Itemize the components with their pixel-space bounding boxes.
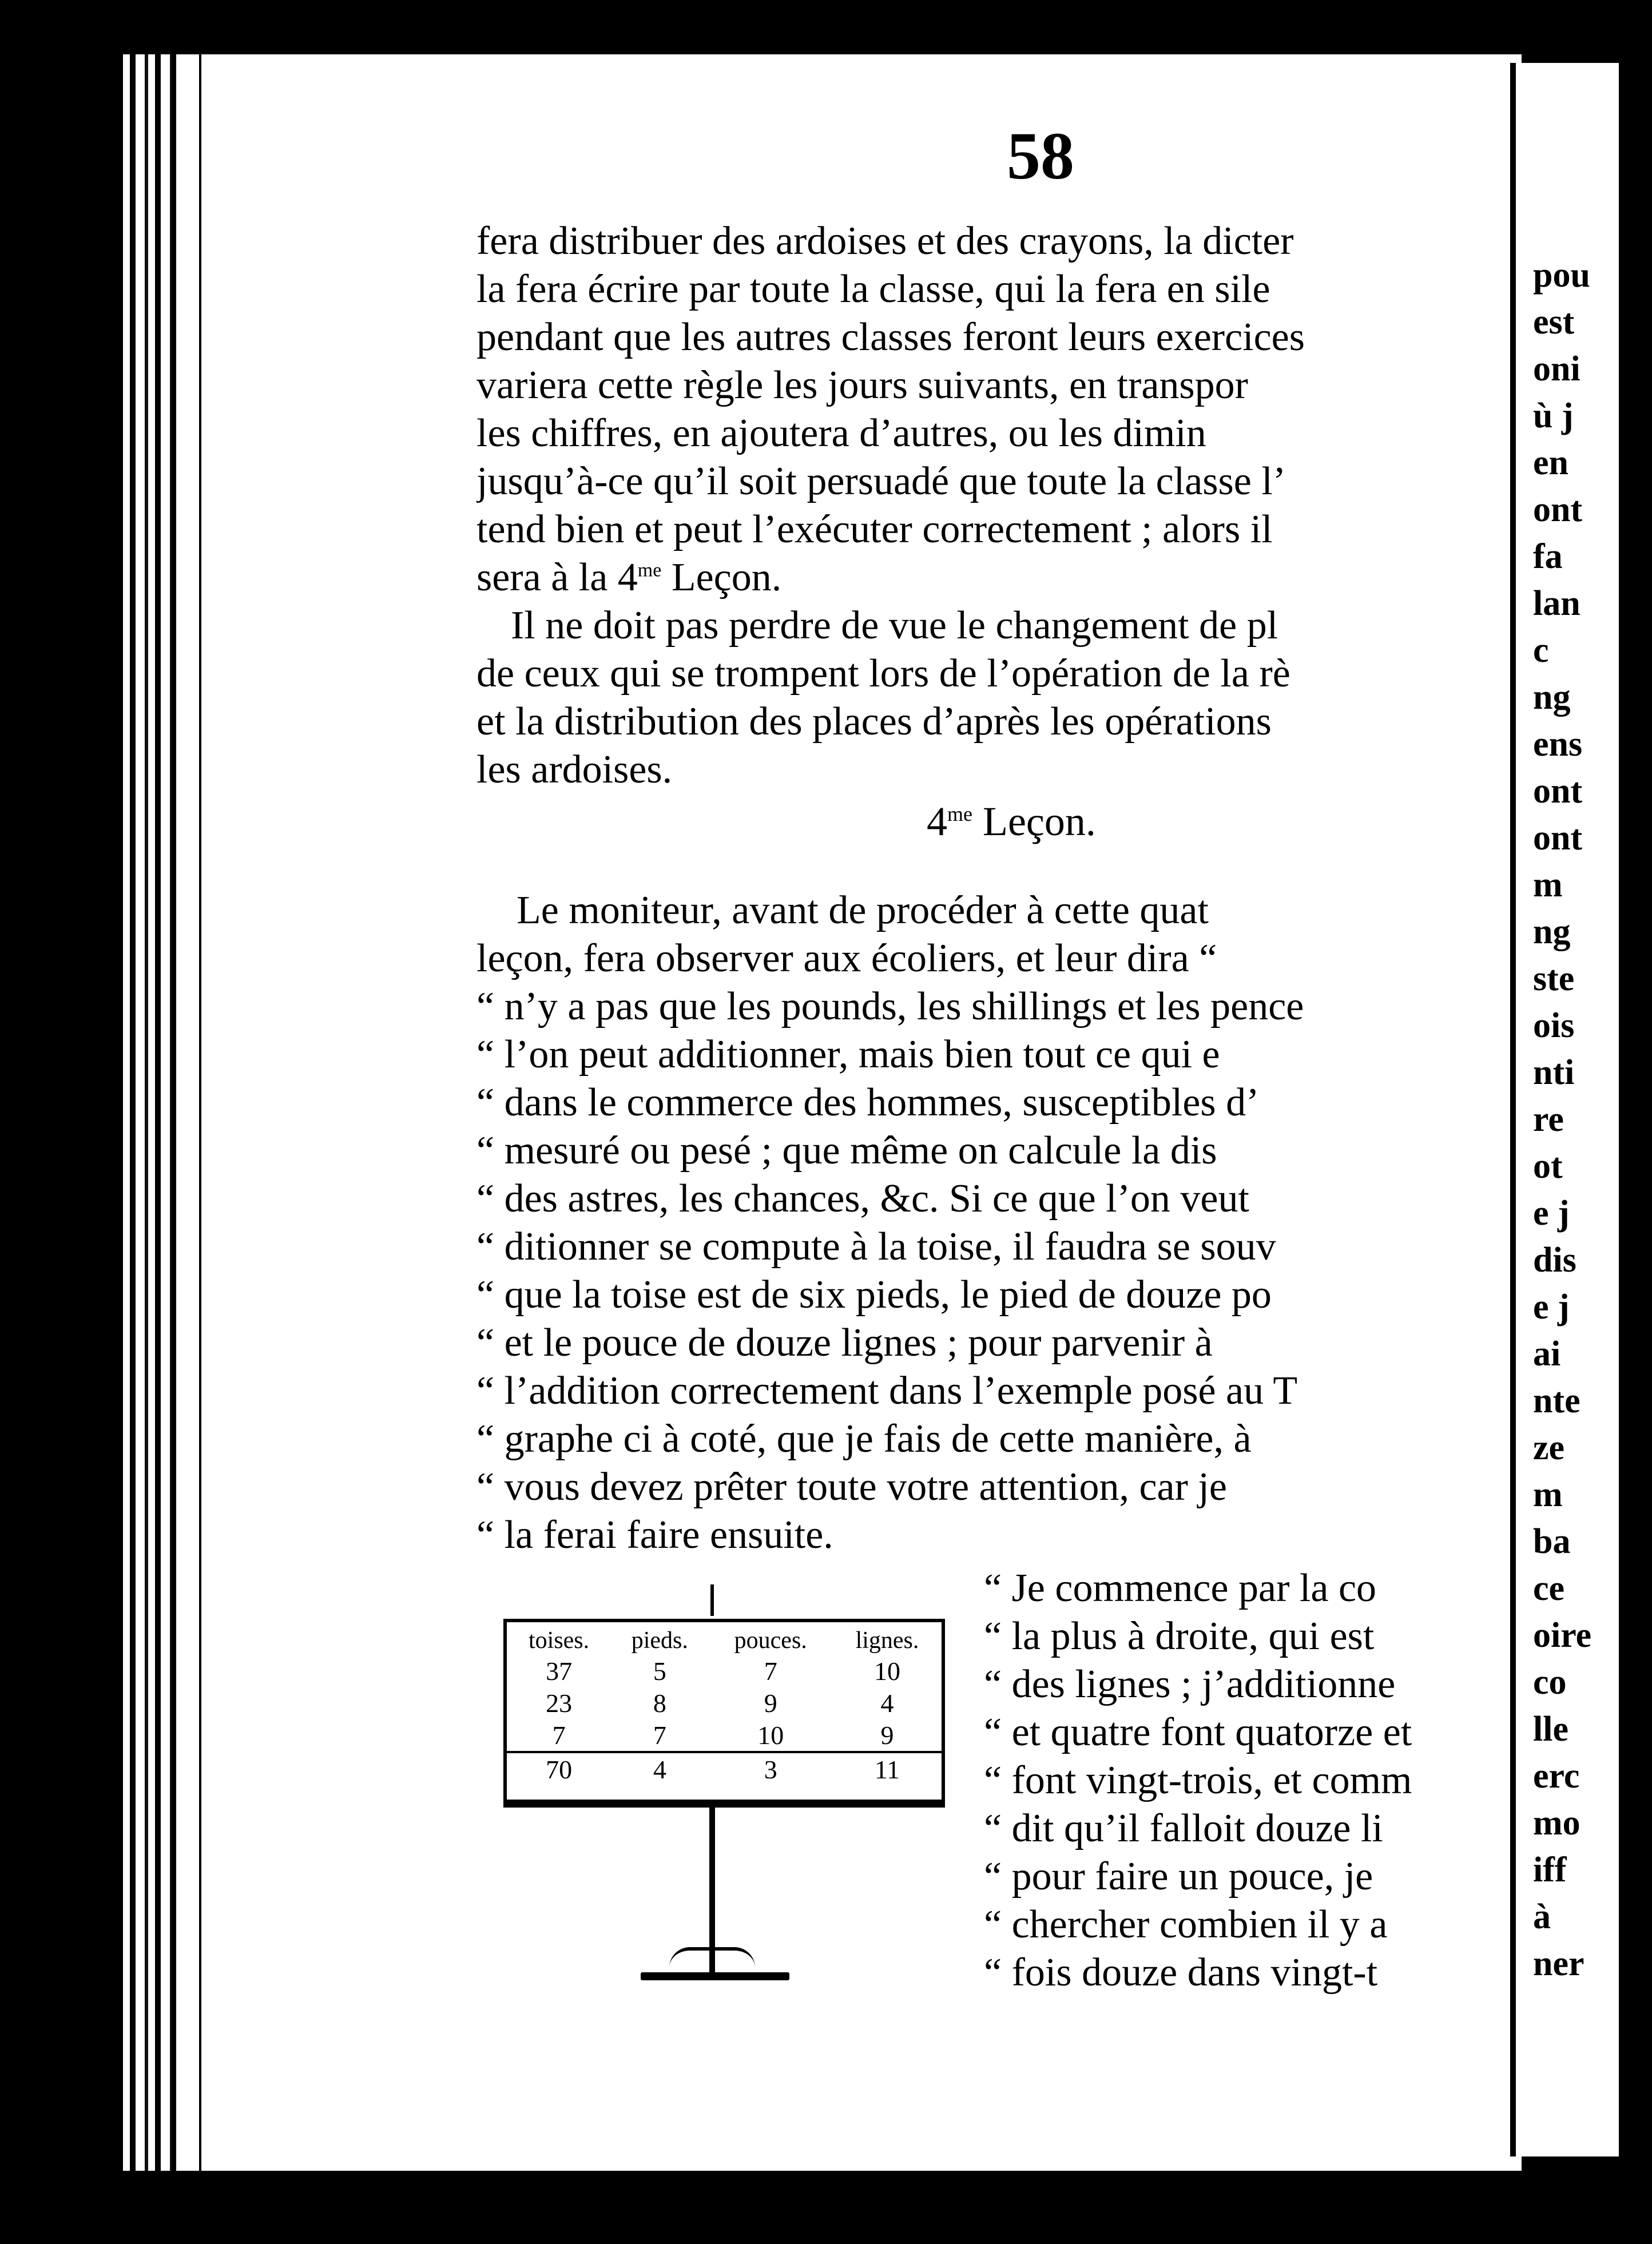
heading-text: Leçon. (982, 799, 1096, 844)
text-line: “ chercher combien il y a (984, 1903, 1388, 1947)
facing-page-fragment: e j (1533, 1194, 1570, 1233)
table-cell: 8 (653, 1688, 666, 1718)
facing-page-fragment: lle (1533, 1710, 1568, 1749)
diagram-stand-base (641, 1972, 789, 1980)
table-cell: 5 (653, 1656, 666, 1686)
table-cell: 3 (709, 1752, 833, 1785)
paragraph-2 (476, 602, 1506, 794)
right-column-text (984, 1564, 1499, 1997)
text-line: “ la plus à droite, qui est (984, 1614, 1375, 1658)
facing-page-fragment: dis (1533, 1241, 1576, 1280)
table-total-row (507, 1752, 942, 1785)
diagram-stem-top (710, 1584, 714, 1616)
table-cell: 7 (764, 1656, 777, 1686)
text-line: “ l’addition correctement dans l’exemple posé au T (476, 1369, 1298, 1413)
table-cell: 9 (880, 1720, 894, 1750)
facing-page-fragment: ont (1533, 490, 1583, 529)
heading-ordinal: 4 (927, 799, 947, 844)
text-line: “ l’on peut additionner, mais bien tout ce qui e (476, 1032, 1220, 1077)
text-line: la fera écrire par toute la classe, qui la fera en sile (476, 267, 1270, 311)
facing-page-fragment: e j (1533, 1288, 1570, 1326)
column-header: toises. (528, 1627, 590, 1654)
text-line: variera cette règle les jours suivants, en transpor (476, 363, 1248, 407)
facing-page-fragment: oni (1533, 349, 1580, 388)
page-gutter (172, 54, 201, 2171)
table-cell: 7 (552, 1720, 566, 1750)
table-cell: 10 (873, 1656, 900, 1686)
facing-page-fragment: fa (1533, 537, 1563, 576)
facing-page-fragment: nti (1533, 1053, 1575, 1092)
table-cell: 70 (507, 1752, 611, 1785)
text-line: “ font vingt-trois, et comm (984, 1758, 1412, 1802)
facing-page-fragment: co (1533, 1663, 1567, 1702)
paragraph-3 (476, 887, 1506, 1559)
text-line: tend bien et peut l’exécuter correctement ; alors il (476, 507, 1273, 551)
facing-page-fragment: iff (1533, 1850, 1567, 1889)
text-line: “ que la toise est de six pieds, le pied de douze po (476, 1273, 1272, 1317)
text-line: “ vous devez prêter toute votre attention, car je (476, 1465, 1227, 1509)
diagram-stand-brace (669, 1947, 755, 1968)
table-cell: 9 (764, 1688, 777, 1718)
table-cell: 4 (880, 1688, 894, 1718)
table-header-row (507, 1622, 942, 1655)
text-line: de ceux qui se trompent lors de l’opération de la rè (476, 652, 1290, 696)
facing-page-fragment: ng (1533, 912, 1571, 951)
text-line: “ et le pouce de douze lignes ; pour parvenir à (476, 1321, 1213, 1365)
text-line: “ dans le commerce des hommes, susceptibles d’ (476, 1081, 1260, 1125)
facing-page-fragment: ai (1533, 1335, 1561, 1373)
text-line: “ des lignes ; j’additionne (984, 1662, 1396, 1706)
facing-page-fragment: ens (1533, 725, 1583, 764)
text-line: “ fois douze dans vingt-t (984, 1951, 1378, 1995)
facing-page-fragment: pou (1533, 256, 1590, 295)
section-heading (927, 798, 1096, 845)
facing-page-fragment: ù j (1533, 396, 1574, 435)
text-line: “ mesuré ou pesé ; que même on calcule la dis (476, 1129, 1217, 1173)
table-row (507, 1655, 942, 1687)
facing-page-edge (1510, 63, 1619, 2156)
table-cell: 23 (546, 1688, 573, 1718)
text-line: jusqu’à-ce qu’il soit persuadé que toute la classe l’ (476, 459, 1286, 503)
facing-page-fragment: re (1533, 1100, 1564, 1139)
text-line: et la distribution des places d’après les opérations (476, 700, 1272, 744)
column-header: pieds. (631, 1627, 688, 1654)
heading-ordinal-sup: me (947, 803, 972, 825)
facing-page-fragment: ba (1533, 1522, 1571, 1561)
table-cell: 11 (833, 1752, 942, 1785)
table-cell: 37 (546, 1656, 573, 1686)
text-line: pendant que les autres classes feront leurs exercices (476, 315, 1305, 359)
text-line: “ dit qu’il falloit douze li (984, 1806, 1383, 1850)
facing-page-fragment: ste (1533, 959, 1575, 998)
text-line: Le moniteur, avant de procéder à cette quat (517, 888, 1209, 932)
table-row (507, 1719, 942, 1752)
facing-page-fragment: m (1533, 1475, 1563, 1514)
facing-page-fragment: m (1533, 865, 1563, 904)
text-line: “ Je commence par la co (984, 1566, 1377, 1610)
text-line: “ et quatre font quatorze et (984, 1710, 1412, 1754)
text-line: Il ne doit pas perdre de vue le changement de pl (511, 603, 1278, 648)
text-line: les chiffres, en ajoutera d’autres, ou les dimin (476, 411, 1206, 455)
facing-page-fragment: ont (1533, 819, 1583, 857)
facing-page-fragment: est (1533, 303, 1575, 341)
paragraph-1 (476, 217, 1506, 602)
text-line: “ des astres, les chances, &c. Si ce que l’on veut (476, 1177, 1249, 1221)
facing-page-fragment: ner (1533, 1944, 1585, 1983)
table-cell: 4 (611, 1752, 708, 1785)
facing-page-fragment: en (1533, 443, 1568, 482)
facing-page-fragment: ce (1533, 1569, 1565, 1608)
text-line: “ graphe ci à coté, que je fais de cette manière, à (476, 1417, 1252, 1461)
table-row (507, 1687, 942, 1719)
page-number: 58 (1007, 118, 1074, 193)
column-header: pouces. (734, 1627, 807, 1654)
facing-page-fragment: nte (1533, 1381, 1580, 1420)
text-line: “ n’y a pas que les pounds, les shillings et les pence (476, 984, 1304, 1028)
table-cell: 10 (757, 1720, 784, 1750)
facing-page-fragment: lan (1533, 584, 1580, 623)
addition-table (503, 1619, 945, 1808)
facing-page-fragment: c (1533, 631, 1549, 670)
text-line: les ardoises. (476, 748, 673, 792)
text-line: leçon, fera observer aux écoliers, et leur dira “ (476, 936, 1217, 980)
facing-page-fragment: oire (1533, 1616, 1592, 1655)
facing-page-fragment: ng (1533, 678, 1571, 717)
text-line: “ pour faire un pouce, je (984, 1854, 1373, 1899)
facing-page-fragment: ze (1533, 1428, 1565, 1467)
facing-page-fragment: mo (1533, 1804, 1580, 1842)
facing-page-fragment: ot (1533, 1147, 1563, 1186)
facing-page-fragment: ont (1533, 772, 1583, 811)
text-line: fera distribuer des ardoises et des crayons, la dicter (476, 219, 1294, 263)
text-line: sera à la $4^{me}$ Leçon. (476, 555, 782, 599)
table-cell: 7 (653, 1720, 666, 1750)
facing-page-fragment: à (1533, 1897, 1551, 1936)
column-header: lignes. (855, 1627, 919, 1654)
text-line: “ la ferai faire ensuite. (476, 1513, 833, 1557)
facing-page-fragment: erc (1533, 1757, 1580, 1796)
text-line: “ ditionner se compute à la toise, il faudra se souv (476, 1225, 1276, 1269)
facing-page-fragment: ois (1533, 1006, 1575, 1045)
